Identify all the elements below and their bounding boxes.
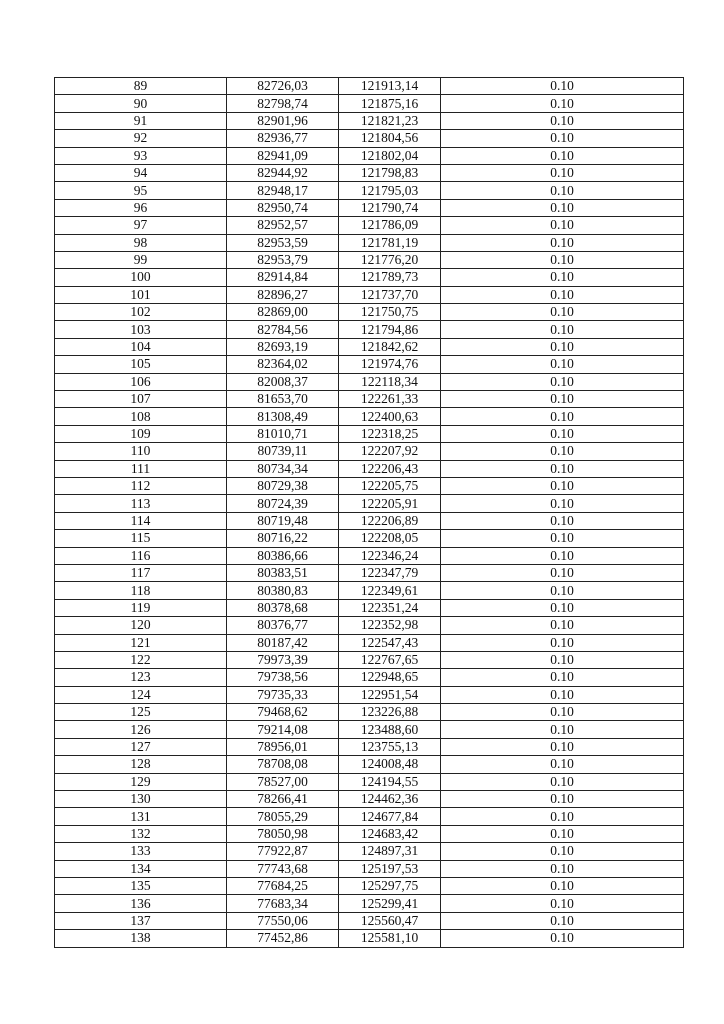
table-row bbox=[55, 130, 684, 147]
accuracy-cell: 0.10 bbox=[441, 825, 684, 842]
point-number-cell: 114 bbox=[55, 512, 227, 529]
table-row bbox=[55, 756, 684, 773]
x-coordinate-cell: 79973,39 bbox=[227, 651, 339, 668]
x-coordinate-cell: 77743,68 bbox=[227, 860, 339, 877]
accuracy-cell: 0.10 bbox=[441, 651, 684, 668]
y-coordinate-cell: 122948,65 bbox=[339, 669, 441, 686]
table-row bbox=[55, 686, 684, 703]
x-coordinate-cell: 81010,71 bbox=[227, 425, 339, 442]
x-coordinate-cell: 80386,66 bbox=[227, 547, 339, 564]
point-number-cell: 127 bbox=[55, 738, 227, 755]
point-number-cell: 99 bbox=[55, 251, 227, 268]
accuracy-cell: 0.10 bbox=[441, 860, 684, 877]
y-coordinate-cell: 122346,24 bbox=[339, 547, 441, 564]
accuracy-cell: 0.10 bbox=[441, 321, 684, 338]
x-coordinate-cell: 80378,68 bbox=[227, 599, 339, 616]
point-number-cell: 122 bbox=[55, 651, 227, 668]
y-coordinate-cell: 122205,91 bbox=[339, 495, 441, 512]
y-coordinate-cell: 121913,14 bbox=[339, 78, 441, 95]
y-coordinate-cell: 122352,98 bbox=[339, 617, 441, 634]
point-number-cell: 102 bbox=[55, 304, 227, 321]
accuracy-cell: 0.10 bbox=[441, 512, 684, 529]
point-number-cell: 116 bbox=[55, 547, 227, 564]
point-number-cell: 132 bbox=[55, 825, 227, 842]
y-coordinate-cell: 124683,42 bbox=[339, 825, 441, 842]
accuracy-cell: 0.10 bbox=[441, 130, 684, 147]
point-number-cell: 136 bbox=[55, 895, 227, 912]
x-coordinate-cell: 82944,92 bbox=[227, 164, 339, 181]
y-coordinate-cell: 122318,25 bbox=[339, 425, 441, 442]
accuracy-cell: 0.10 bbox=[441, 930, 684, 947]
point-number-cell: 91 bbox=[55, 112, 227, 129]
table-row bbox=[55, 530, 684, 547]
accuracy-cell: 0.10 bbox=[441, 164, 684, 181]
accuracy-cell: 0.10 bbox=[441, 95, 684, 112]
coordinates-table bbox=[54, 77, 684, 948]
point-number-cell: 135 bbox=[55, 877, 227, 894]
point-number-cell: 110 bbox=[55, 443, 227, 460]
table-row bbox=[55, 460, 684, 477]
x-coordinate-cell: 80187,42 bbox=[227, 634, 339, 651]
x-coordinate-cell: 82936,77 bbox=[227, 130, 339, 147]
table-row bbox=[55, 912, 684, 929]
y-coordinate-cell: 121875,16 bbox=[339, 95, 441, 112]
accuracy-cell: 0.10 bbox=[441, 373, 684, 390]
y-coordinate-cell: 122347,79 bbox=[339, 564, 441, 581]
table-row bbox=[55, 860, 684, 877]
y-coordinate-cell: 122206,89 bbox=[339, 512, 441, 529]
table-row bbox=[55, 547, 684, 564]
table-row bbox=[55, 512, 684, 529]
y-coordinate-cell: 124677,84 bbox=[339, 808, 441, 825]
x-coordinate-cell: 82953,59 bbox=[227, 234, 339, 251]
point-number-cell: 90 bbox=[55, 95, 227, 112]
point-number-cell: 101 bbox=[55, 286, 227, 303]
point-number-cell: 97 bbox=[55, 217, 227, 234]
table-row bbox=[55, 634, 684, 651]
x-coordinate-cell: 82008,37 bbox=[227, 373, 339, 390]
point-number-cell: 129 bbox=[55, 773, 227, 790]
accuracy-cell: 0.10 bbox=[441, 425, 684, 442]
point-number-cell: 138 bbox=[55, 930, 227, 947]
y-coordinate-cell: 122118,34 bbox=[339, 373, 441, 390]
accuracy-cell: 0.10 bbox=[441, 408, 684, 425]
table-row bbox=[55, 321, 684, 338]
point-number-cell: 134 bbox=[55, 860, 227, 877]
accuracy-cell: 0.10 bbox=[441, 147, 684, 164]
accuracy-cell: 0.10 bbox=[441, 617, 684, 634]
table-row bbox=[55, 112, 684, 129]
table-row bbox=[55, 286, 684, 303]
table-row bbox=[55, 704, 684, 721]
point-number-cell: 124 bbox=[55, 686, 227, 703]
point-number-cell: 118 bbox=[55, 582, 227, 599]
accuracy-cell: 0.10 bbox=[441, 547, 684, 564]
x-coordinate-cell: 77684,25 bbox=[227, 877, 339, 894]
point-number-cell: 93 bbox=[55, 147, 227, 164]
table-row bbox=[55, 425, 684, 442]
point-number-cell: 115 bbox=[55, 530, 227, 547]
table-row bbox=[55, 269, 684, 286]
table-row bbox=[55, 234, 684, 251]
x-coordinate-cell: 82914,84 bbox=[227, 269, 339, 286]
accuracy-cell: 0.10 bbox=[441, 877, 684, 894]
x-coordinate-cell: 82950,74 bbox=[227, 199, 339, 216]
x-coordinate-cell: 78956,01 bbox=[227, 738, 339, 755]
table-row bbox=[55, 651, 684, 668]
table-row bbox=[55, 791, 684, 808]
x-coordinate-cell: 80716,22 bbox=[227, 530, 339, 547]
y-coordinate-cell: 121790,74 bbox=[339, 199, 441, 216]
accuracy-cell: 0.10 bbox=[441, 599, 684, 616]
x-coordinate-cell: 77683,34 bbox=[227, 895, 339, 912]
accuracy-cell: 0.10 bbox=[441, 286, 684, 303]
point-number-cell: 109 bbox=[55, 425, 227, 442]
point-number-cell: 94 bbox=[55, 164, 227, 181]
x-coordinate-cell: 82896,27 bbox=[227, 286, 339, 303]
x-coordinate-cell: 79214,08 bbox=[227, 721, 339, 738]
y-coordinate-cell: 125197,53 bbox=[339, 860, 441, 877]
point-number-cell: 120 bbox=[55, 617, 227, 634]
table-row bbox=[55, 617, 684, 634]
accuracy-cell: 0.10 bbox=[441, 808, 684, 825]
y-coordinate-cell: 122208,05 bbox=[339, 530, 441, 547]
y-coordinate-cell: 123755,13 bbox=[339, 738, 441, 755]
table-row bbox=[55, 217, 684, 234]
accuracy-cell: 0.10 bbox=[441, 495, 684, 512]
x-coordinate-cell: 77550,06 bbox=[227, 912, 339, 929]
table-row bbox=[55, 147, 684, 164]
accuracy-cell: 0.10 bbox=[441, 443, 684, 460]
table-row bbox=[55, 495, 684, 512]
table-row bbox=[55, 443, 684, 460]
point-number-cell: 121 bbox=[55, 634, 227, 651]
y-coordinate-cell: 121821,23 bbox=[339, 112, 441, 129]
accuracy-cell: 0.10 bbox=[441, 895, 684, 912]
point-number-cell: 108 bbox=[55, 408, 227, 425]
accuracy-cell: 0.10 bbox=[441, 912, 684, 929]
y-coordinate-cell: 121786,09 bbox=[339, 217, 441, 234]
y-coordinate-cell: 122400,63 bbox=[339, 408, 441, 425]
table-row bbox=[55, 164, 684, 181]
table-row bbox=[55, 373, 684, 390]
table-row bbox=[55, 251, 684, 268]
table-row bbox=[55, 599, 684, 616]
table-row bbox=[55, 825, 684, 842]
table-row bbox=[55, 843, 684, 860]
point-number-cell: 130 bbox=[55, 791, 227, 808]
y-coordinate-cell: 121789,73 bbox=[339, 269, 441, 286]
table-row bbox=[55, 877, 684, 894]
table-row bbox=[55, 895, 684, 912]
table-row bbox=[55, 304, 684, 321]
point-number-cell: 96 bbox=[55, 199, 227, 216]
point-number-cell: 119 bbox=[55, 599, 227, 616]
point-number-cell: 104 bbox=[55, 338, 227, 355]
x-coordinate-cell: 77922,87 bbox=[227, 843, 339, 860]
accuracy-cell: 0.10 bbox=[441, 356, 684, 373]
point-number-cell: 89 bbox=[55, 78, 227, 95]
x-coordinate-cell: 80719,48 bbox=[227, 512, 339, 529]
y-coordinate-cell: 122261,33 bbox=[339, 391, 441, 408]
table-row bbox=[55, 808, 684, 825]
accuracy-cell: 0.10 bbox=[441, 791, 684, 808]
y-coordinate-cell: 125581,10 bbox=[339, 930, 441, 947]
accuracy-cell: 0.10 bbox=[441, 634, 684, 651]
point-number-cell: 103 bbox=[55, 321, 227, 338]
x-coordinate-cell: 82693,19 bbox=[227, 338, 339, 355]
y-coordinate-cell: 122951,54 bbox=[339, 686, 441, 703]
table-row bbox=[55, 338, 684, 355]
x-coordinate-cell: 79738,56 bbox=[227, 669, 339, 686]
y-coordinate-cell: 121842,62 bbox=[339, 338, 441, 355]
point-number-cell: 137 bbox=[55, 912, 227, 929]
x-coordinate-cell: 80376,77 bbox=[227, 617, 339, 634]
table-row bbox=[55, 408, 684, 425]
x-coordinate-cell: 82364,02 bbox=[227, 356, 339, 373]
accuracy-cell: 0.10 bbox=[441, 217, 684, 234]
x-coordinate-cell: 79735,33 bbox=[227, 686, 339, 703]
x-coordinate-cell: 80724,39 bbox=[227, 495, 339, 512]
accuracy-cell: 0.10 bbox=[441, 773, 684, 790]
table-row bbox=[55, 930, 684, 947]
accuracy-cell: 0.10 bbox=[441, 112, 684, 129]
y-coordinate-cell: 121974,76 bbox=[339, 356, 441, 373]
x-coordinate-cell: 82901,96 bbox=[227, 112, 339, 129]
x-coordinate-cell: 80734,34 bbox=[227, 460, 339, 477]
point-number-cell: 131 bbox=[55, 808, 227, 825]
accuracy-cell: 0.10 bbox=[441, 704, 684, 721]
x-coordinate-cell: 82784,56 bbox=[227, 321, 339, 338]
y-coordinate-cell: 121795,03 bbox=[339, 182, 441, 199]
y-coordinate-cell: 125297,75 bbox=[339, 877, 441, 894]
accuracy-cell: 0.10 bbox=[441, 738, 684, 755]
point-number-cell: 95 bbox=[55, 182, 227, 199]
x-coordinate-cell: 81308,49 bbox=[227, 408, 339, 425]
y-coordinate-cell: 123488,60 bbox=[339, 721, 441, 738]
y-coordinate-cell: 125560,47 bbox=[339, 912, 441, 929]
point-number-cell: 106 bbox=[55, 373, 227, 390]
y-coordinate-cell: 123226,88 bbox=[339, 704, 441, 721]
y-coordinate-cell: 122351,24 bbox=[339, 599, 441, 616]
y-coordinate-cell: 124462,36 bbox=[339, 791, 441, 808]
accuracy-cell: 0.10 bbox=[441, 843, 684, 860]
x-coordinate-cell: 82952,57 bbox=[227, 217, 339, 234]
y-coordinate-cell: 122207,92 bbox=[339, 443, 441, 460]
x-coordinate-cell: 78708,08 bbox=[227, 756, 339, 773]
y-coordinate-cell: 121737,70 bbox=[339, 286, 441, 303]
table-row bbox=[55, 356, 684, 373]
point-number-cell: 98 bbox=[55, 234, 227, 251]
accuracy-cell: 0.10 bbox=[441, 304, 684, 321]
x-coordinate-cell: 78055,29 bbox=[227, 808, 339, 825]
point-number-cell: 111 bbox=[55, 460, 227, 477]
accuracy-cell: 0.10 bbox=[441, 78, 684, 95]
y-coordinate-cell: 122547,43 bbox=[339, 634, 441, 651]
accuracy-cell: 0.10 bbox=[441, 460, 684, 477]
point-number-cell: 117 bbox=[55, 564, 227, 581]
table-row bbox=[55, 564, 684, 581]
accuracy-cell: 0.10 bbox=[441, 251, 684, 268]
point-number-cell: 126 bbox=[55, 721, 227, 738]
point-number-cell: 123 bbox=[55, 669, 227, 686]
accuracy-cell: 0.10 bbox=[441, 686, 684, 703]
y-coordinate-cell: 121794,86 bbox=[339, 321, 441, 338]
x-coordinate-cell: 78050,98 bbox=[227, 825, 339, 842]
x-coordinate-cell: 81653,70 bbox=[227, 391, 339, 408]
x-coordinate-cell: 82869,00 bbox=[227, 304, 339, 321]
point-number-cell: 100 bbox=[55, 269, 227, 286]
table-row bbox=[55, 721, 684, 738]
y-coordinate-cell: 122767,65 bbox=[339, 651, 441, 668]
accuracy-cell: 0.10 bbox=[441, 721, 684, 738]
point-number-cell: 113 bbox=[55, 495, 227, 512]
x-coordinate-cell: 78527,00 bbox=[227, 773, 339, 790]
y-coordinate-cell: 124194,55 bbox=[339, 773, 441, 790]
accuracy-cell: 0.10 bbox=[441, 564, 684, 581]
accuracy-cell: 0.10 bbox=[441, 477, 684, 494]
x-coordinate-cell: 82953,79 bbox=[227, 251, 339, 268]
point-number-cell: 105 bbox=[55, 356, 227, 373]
point-number-cell: 112 bbox=[55, 477, 227, 494]
y-coordinate-cell: 121804,56 bbox=[339, 130, 441, 147]
y-coordinate-cell: 122206,43 bbox=[339, 460, 441, 477]
point-number-cell: 125 bbox=[55, 704, 227, 721]
x-coordinate-cell: 80383,51 bbox=[227, 564, 339, 581]
accuracy-cell: 0.10 bbox=[441, 391, 684, 408]
accuracy-cell: 0.10 bbox=[441, 199, 684, 216]
table-row bbox=[55, 78, 684, 95]
y-coordinate-cell: 121750,75 bbox=[339, 304, 441, 321]
x-coordinate-cell: 80729,38 bbox=[227, 477, 339, 494]
y-coordinate-cell: 124897,31 bbox=[339, 843, 441, 860]
table-row bbox=[55, 773, 684, 790]
x-coordinate-cell: 79468,62 bbox=[227, 704, 339, 721]
y-coordinate-cell: 125299,41 bbox=[339, 895, 441, 912]
x-coordinate-cell: 82941,09 bbox=[227, 147, 339, 164]
x-coordinate-cell: 80380,83 bbox=[227, 582, 339, 599]
accuracy-cell: 0.10 bbox=[441, 269, 684, 286]
accuracy-cell: 0.10 bbox=[441, 182, 684, 199]
y-coordinate-cell: 124008,48 bbox=[339, 756, 441, 773]
accuracy-cell: 0.10 bbox=[441, 530, 684, 547]
point-number-cell: 128 bbox=[55, 756, 227, 773]
y-coordinate-cell: 122205,75 bbox=[339, 477, 441, 494]
y-coordinate-cell: 121798,83 bbox=[339, 164, 441, 181]
table-row bbox=[55, 582, 684, 599]
accuracy-cell: 0.10 bbox=[441, 234, 684, 251]
x-coordinate-cell: 82798,74 bbox=[227, 95, 339, 112]
accuracy-cell: 0.10 bbox=[441, 669, 684, 686]
table-row bbox=[55, 477, 684, 494]
y-coordinate-cell: 121776,20 bbox=[339, 251, 441, 268]
table-row bbox=[55, 738, 684, 755]
x-coordinate-cell: 78266,41 bbox=[227, 791, 339, 808]
table-row bbox=[55, 199, 684, 216]
accuracy-cell: 0.10 bbox=[441, 756, 684, 773]
accuracy-cell: 0.10 bbox=[441, 338, 684, 355]
y-coordinate-cell: 121802,04 bbox=[339, 147, 441, 164]
table-row bbox=[55, 391, 684, 408]
point-number-cell: 92 bbox=[55, 130, 227, 147]
point-number-cell: 133 bbox=[55, 843, 227, 860]
coordinates-table-body bbox=[55, 78, 684, 948]
table-row bbox=[55, 669, 684, 686]
table-row bbox=[55, 95, 684, 112]
table-row bbox=[55, 182, 684, 199]
x-coordinate-cell: 80739,11 bbox=[227, 443, 339, 460]
x-coordinate-cell: 82726,03 bbox=[227, 78, 339, 95]
x-coordinate-cell: 82948,17 bbox=[227, 182, 339, 199]
y-coordinate-cell: 121781,19 bbox=[339, 234, 441, 251]
x-coordinate-cell: 77452,86 bbox=[227, 930, 339, 947]
accuracy-cell: 0.10 bbox=[441, 582, 684, 599]
y-coordinate-cell: 122349,61 bbox=[339, 582, 441, 599]
point-number-cell: 107 bbox=[55, 391, 227, 408]
